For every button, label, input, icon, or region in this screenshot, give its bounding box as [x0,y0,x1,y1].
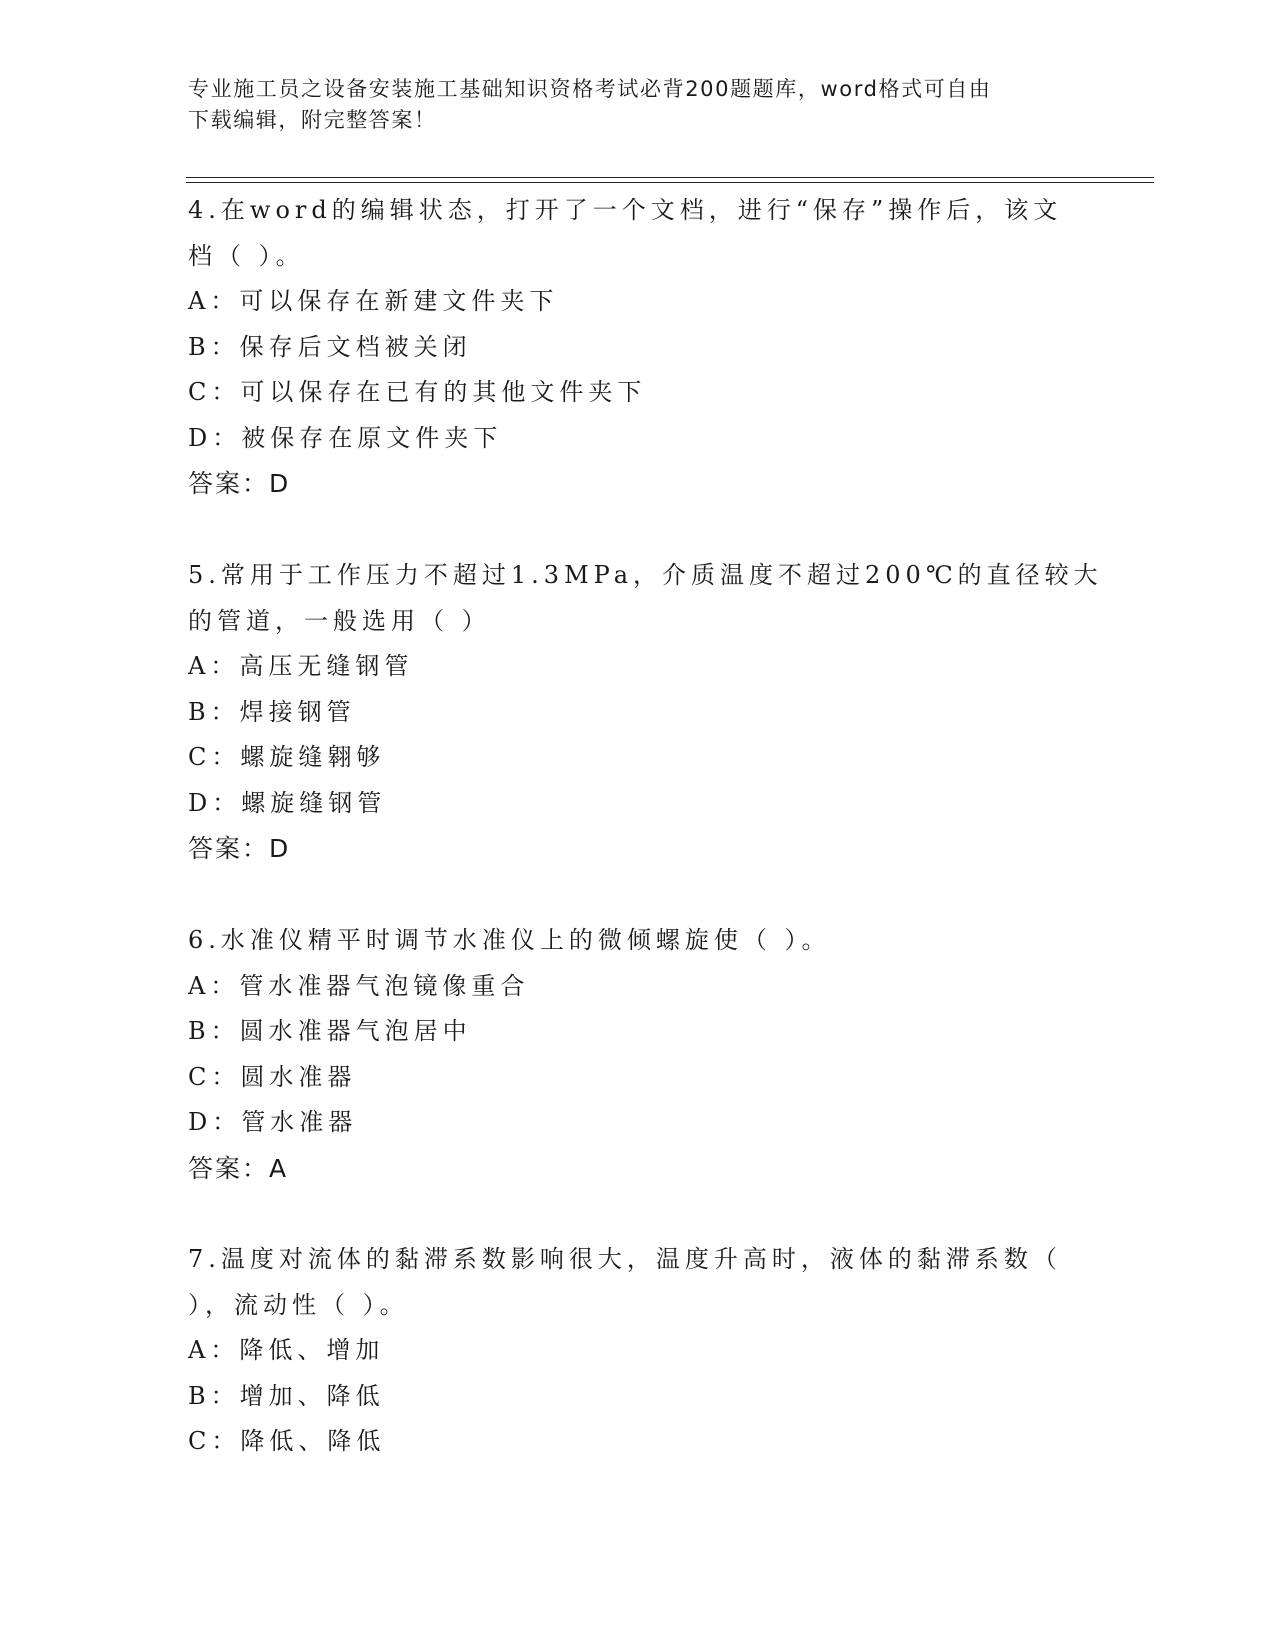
question-block [188,918,1088,1191]
answer-line: 答案：A [188,1153,289,1183]
question-block [188,553,1103,872]
question-stem: 5.常用于工作压力不超过1.3MPa，介质温度不超过200℃的直径较大 [188,561,1103,589]
option-d: D：被保存在原文件夹下 [188,423,503,452]
question-stem: 档（ ）。 [188,241,305,270]
option-b: B：圆水准器气泡居中 [188,1017,472,1045]
question-stem: 6.水准仪精平时调节水准仪上的微倾螺旋使（ ）。 [188,926,831,954]
document-header [188,74,1088,136]
option-d: D：螺旋缝钢管 [188,788,387,817]
header-line: 专业施工员之设备安装施工基础知识资格考试必背200题题库，word格式可自由 [188,77,992,101]
option-c: C：降低、降低 [188,1427,386,1455]
option-b: B：增加、降低 [188,1381,385,1410]
header-divider [186,177,1154,178]
header-line: 下载编辑，附完整答案！ [188,108,437,132]
question-block [188,188,1088,507]
option-a: A：管水准器气泡镜像重合 [188,971,530,1000]
question-stem: 7.温度对流体的黏滞系数影响很大，温度升高时，液体的黏滞系数（ [188,1245,1062,1273]
option-c: C：圆水准器 [188,1062,357,1091]
question-stem: ），流动性（ ）。 [188,1290,409,1319]
option-b: B：保存后文档被关闭 [188,332,472,361]
option-c: C：可以保存在已有的其他文件夹下 [188,378,647,406]
question-stem: 的管道，一般选用（ ） [188,606,491,635]
option-a: A：可以保存在新建文件夹下 [188,287,559,315]
option-a: A：高压无缝钢管 [188,652,414,680]
option-b: B：焊接钢管 [188,697,356,726]
option-c: C：螺旋缝翱够 [188,743,386,771]
question-block [188,1237,1088,1465]
question-stem: 4.在word的编辑状态，打开了一个文档，进行“保存”操作后，该文 [188,196,1063,224]
answer-line: 答案：D [188,834,291,863]
answer-line: 答案：D [188,469,291,498]
option-d: D：管水准器 [188,1108,358,1136]
option-a: A：降低、增加 [188,1336,385,1364]
header-divider [186,182,1154,183]
